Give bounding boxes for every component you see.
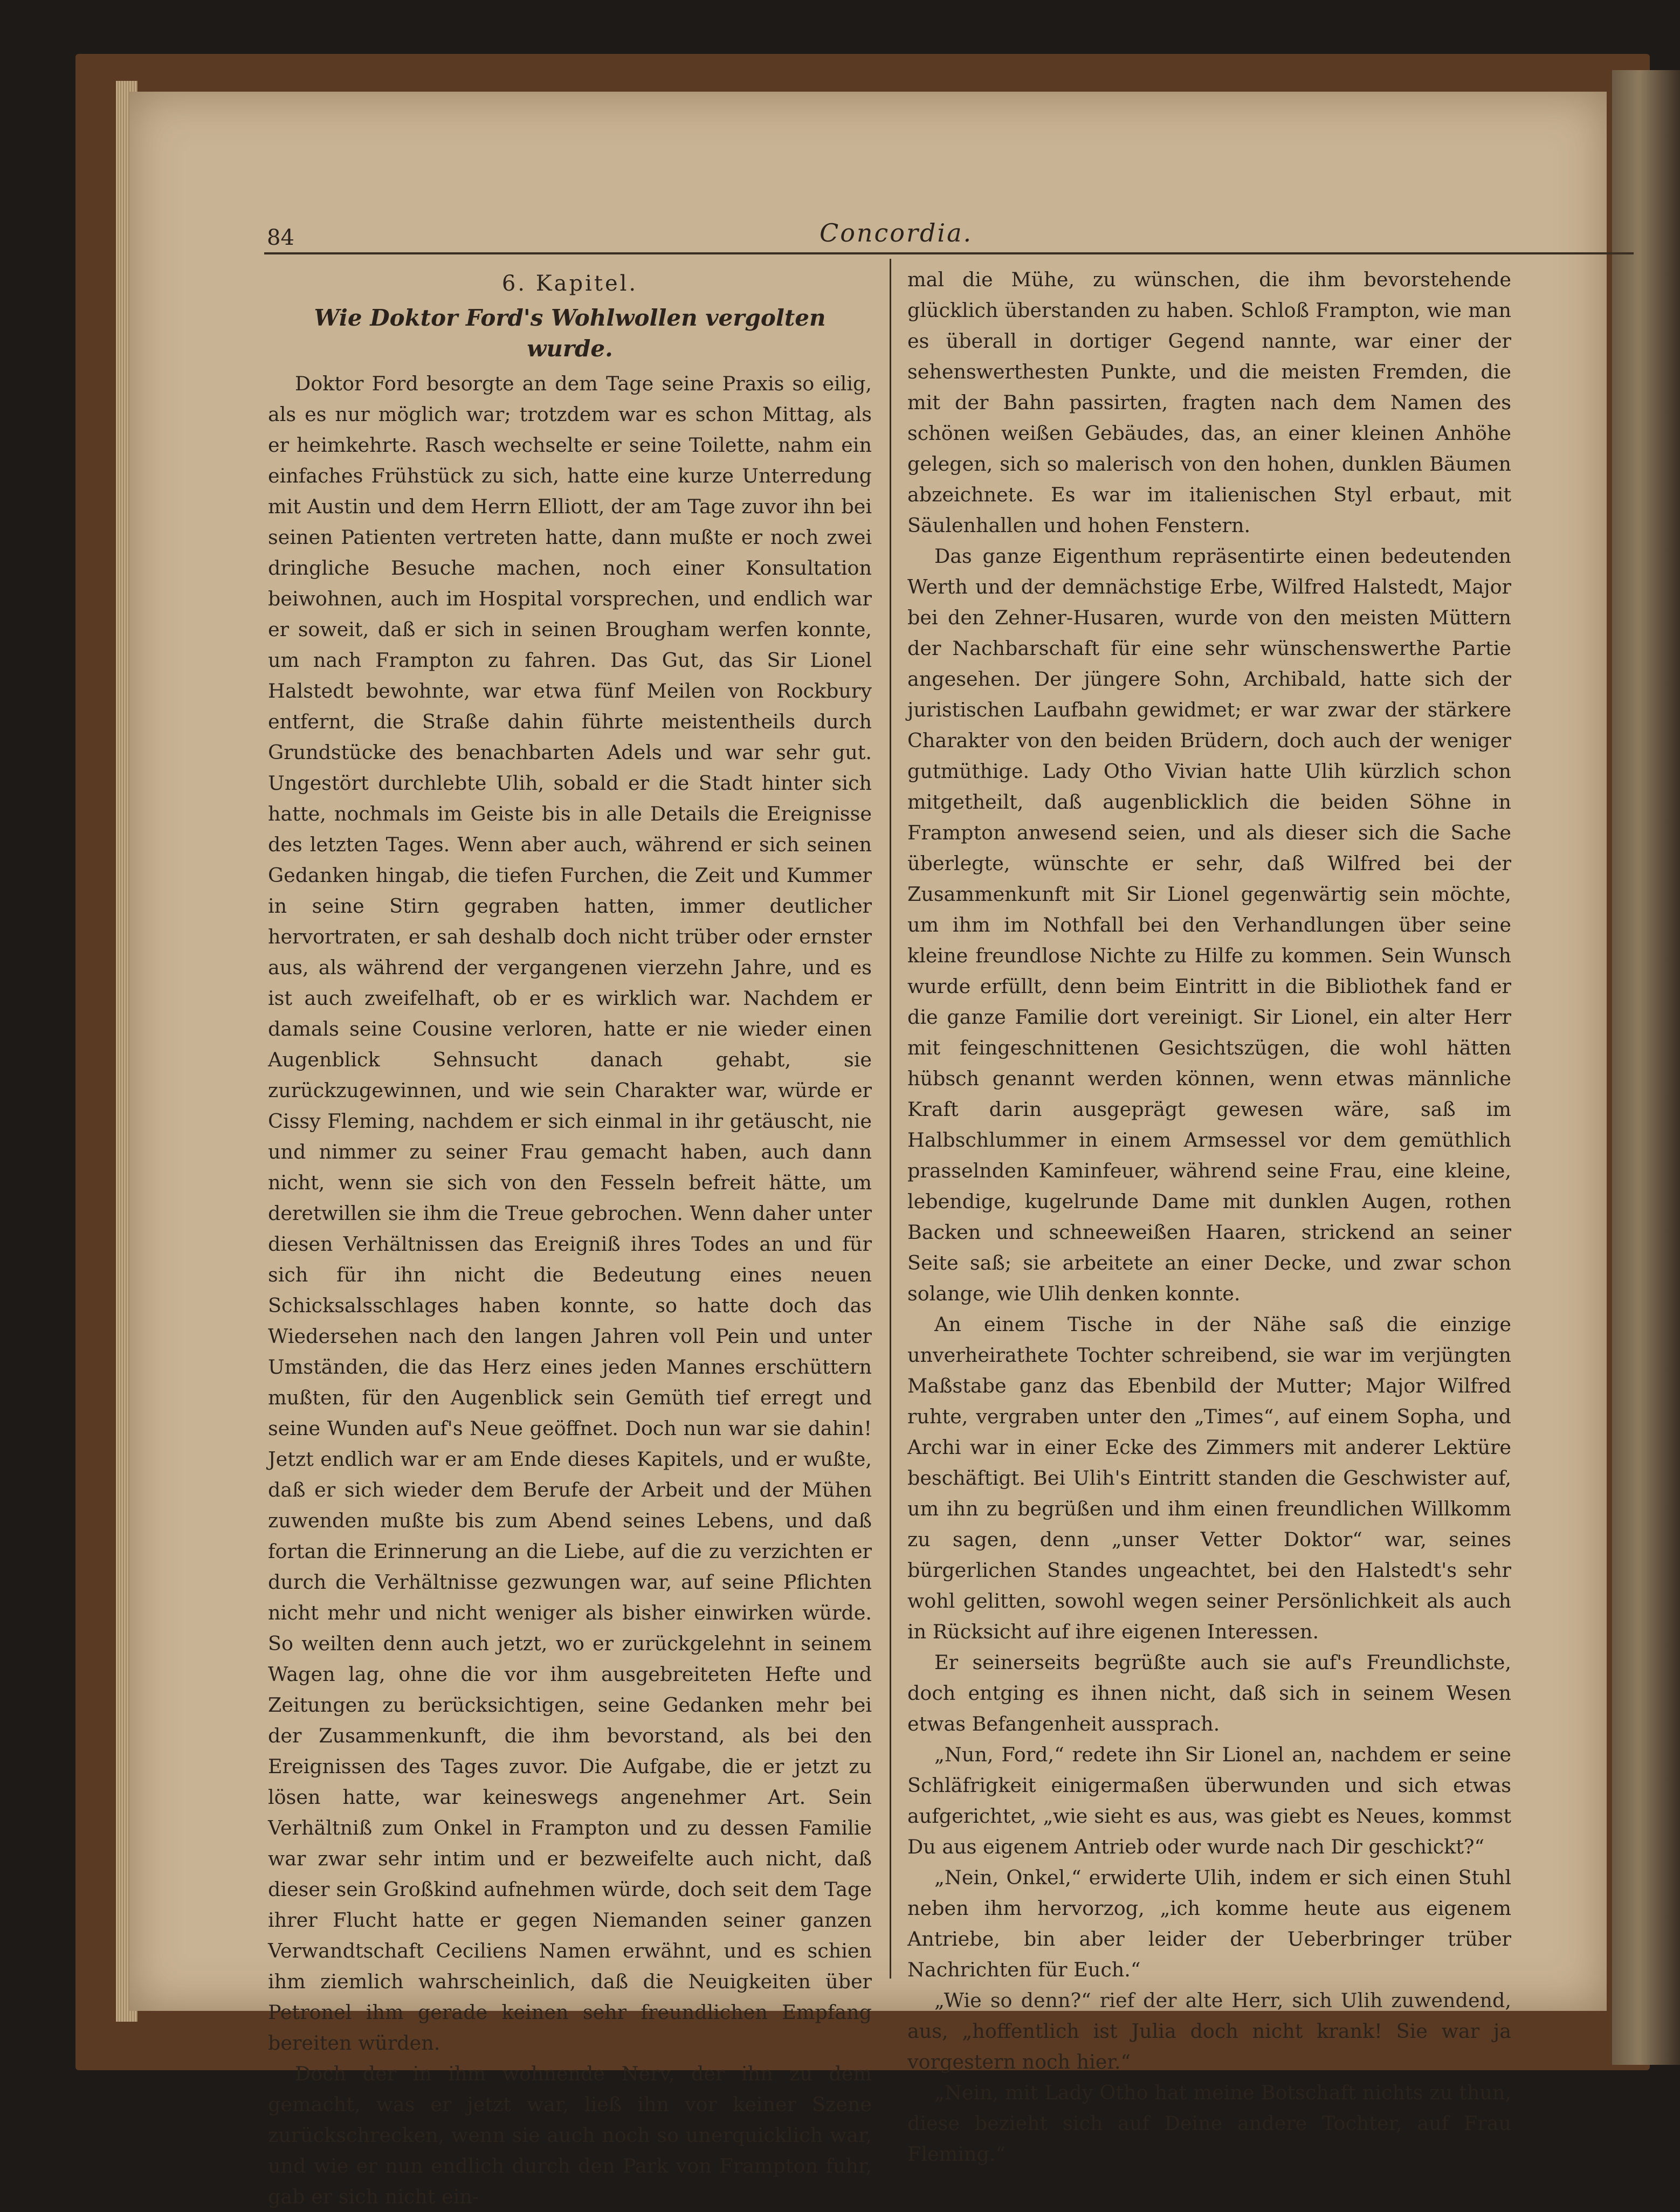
paragraph: Er seinerseits begrüßte auch sie auf's Freundlichste, doch entging es ihnen nicht, daß sich in seinem Wesen etwas Befangenheit aussprach.: [907, 1651, 1511, 1735]
paragraph: Doch der in ihm wohnende Nerv, der ihn zu dem gemacht, was er jetzt war, ließ ihn vor keiner Szene zurückschrecken, wenn sie auch noch so unerquicklich war, und wie er nun endlich durch den Park von Frampton fuhr, gab er sich nicht ein-: [268, 2062, 872, 2208]
paragraph: „Wie so denn?“ rief der alte Herr, sich Ulih zuwendend, aus, „hoffentlich ist Julia doch nicht krank! Sie war ja vorgestern noch hier.“: [907, 1989, 1511, 2073]
paragraph: „Nein, mit Lady Otho hat meine Botschaft nichts zu thun, diese bezieht sich auf Deine andere Tochter, auf Frau Fleming.“: [907, 2081, 1511, 2166]
chapter-title: Wie Doktor Ford's Wohlwollen vergolten wurde.: [314, 305, 826, 362]
chapter-number: 6. Kapitel.: [501, 271, 638, 296]
left-column: [268, 264, 872, 2212]
paragraph: Das ganze Eigenthum repräsentirte einen bedeutenden Werth und der demnächstige Erbe, Wilfred Halstedt, Major bei den Zehner-Husaren, wurde von den meisten Müttern der Nachbarschaft für eine sehr wünschenswerthe Partie angesehen. Der jüngere Sohn, Archibald, hatte sich der juristischen Laufbahn gewidmet; er war zwar der stärkere Charakter von den beiden Brüdern, doch auch der weniger gutmüthige. Lady Otho Vivian hatte Ulih kürzlich schon mitgetheilt, daß augenblicklich die beiden Söhne in Frampton anwesend seien, und als dieser sich die Sache überlegte, wünschte er sehr, daß Wilfred bei der Zusammenkunft mit Sir Lionel gegenwärtig sein möchte, um ihm im Nothfall bei den Verhandlungen über seine kleine freundlose Nichte zu Hilfe zu kommen. Sein Wunsch wurde erfüllt, denn beim Eintritt in die Bibliothek fand er die ganze Familie dort vereinigt. Sir Lionel, ein alter Herr mit feingeschnittenen Gesichtszügen, die wohl hätten hübsch genannt werden können, wenn etwas männliche Kraft darin ausgeprägt gewesen wäre, saß im Halbschlummer in einem Armsessel vor dem gemüthlich prasselnden Kaminfeuer, während seine Frau, eine kleine, lebendige, kugelrunde Dame mit dunklen Augen, rothen Backen und schneeweißen Haaren, strickend an seiner Seite saß; sie arbeitete an einer Decke, und zwar schon solange, wie Ulih denken konnte.: [907, 545, 1511, 1305]
facing-page-edge: [1612, 70, 1680, 2065]
paragraph: „Nun, Ford,“ redete ihn Sir Lionel an, nachdem er seine Schläfrigkeit einigermaßen überwunden und sich etwas aufgerichtet, „wie sieht es aus, was giebt es Neues, kommst Du aus eigenem Antrieb oder wurde nach Dir geschickt?“: [907, 1743, 1511, 1858]
running-title: Concordia.: [820, 218, 973, 247]
header-rule: [264, 252, 1634, 254]
paragraph: Doktor Ford besorgte an dem Tage seine Praxis so eilig, als es nur möglich war; trotzdem war es schon Mittag, als er heimkehrte. Rasch wechselte er seine Toilette, nahm ein einfaches Frühstück zu sich, hatte eine kurze Unterredung mit Austin und dem Herrn Elliott, der am Tage zuvor ihn bei seinen Patienten vertreten hatte, dann mußte er noch zwei dringliche Besuche machen, noch einer Konsultation beiwohnen, auch im Hospital vorsprechen, und endlich war er soweit, daß er sich in seinen Brougham werfen konnte, um nach Frampton zu fahren. Das Gut, das Sir Lionel Halstedt bewohnte, war etwa fünf Meilen von Rockbury entfernt, die Straße dahin führte meistentheils durch Grundstücke des benachbarten Adels und war sehr gut. Ungestört durchlebte Ulih, sobald er die Stadt hinter sich hatte, nochmals im Geiste bis in alle Details die Ereignisse des letzten Tages. Wenn aber auch, während er sich seinen Gedanken hingab, die tiefen Furchen, die Zeit und Kummer in seine Stirn gegraben hatten, immer deutlicher hervortraten, er sah deshalb doch nicht trüber oder ernster aus, als während der vergangenen vierzehn Jahre, und es ist auch zweifelhaft, ob er es wirklich war. Nachdem er damals seine Cousine verloren, hatte er nie wieder einen Augenblick Sehnsucht danach gehabt, sie zurückzugewinnen, und wie sein Charakter war, würde er Cissy Fleming, nachdem er sich einmal in ihr getäuscht, nie und nimmer zu seiner Frau gemacht haben, auch dann nicht, wenn sie sich von den Fesseln befreit hätte, um deretwillen sie ihm die Treue gebrochen. Wenn daher unter diesen Verhältnissen das Ereigniß ihres Todes an und für sich für ihn nicht die Bedeutung eines neuen Schicksalsschlages haben konnte, so hatte doch das Wiedersehen nach den langen Jahren voll Pein und unter Umständen, die das Herz eines jeden Mannes erschüttern mußten, für den Augenblick sein Gemüth tief erregt und seine Wunden auf's Neue geöffnet. Doch nun war sie dahin! Jetzt endlich war er am Ende dieses Kapitels, und er wußte, daß er sich wieder dem Berufe der Arbeit und der Mühen zuwenden mußte bis zum Abend seines Lebens, und daß fortan die Erinnerung an die Liebe, auf die zu verzichten er durch die Verhältnisse gezwungen war, auf seine Pflichten nicht mehr und nicht weniger als bisher einwirken würde. So weilten denn auch jetzt, wo er zurückgelehnt in seinem Wagen lag, ohne die vor ihm ausgebreiteten Hefte und Zeitungen zu berücksichtigen, seine Gedanken mehr bei der Zusammenkunft, die ihm bevorstand, als bei den Ereignissen des Tages zuvor. Die Aufgabe, die er jetzt zu lösen hatte, war keineswegs angenehmer Art. Sein Verhältniß zum Onkel in Frampton und zu dessen Familie war zwar sehr intim und er bezweifelte auch nicht, daß dieser sein Großkind aufnehmen würde, doch seit dem Tage ihrer Flucht hatte er gegen Niemanden seiner ganzen Verwandtschaft Ceciliens Namen erwähnt, und es schien ihm ziemlich wahrscheinlich, daß die Neuigkeiten über Petronel ihm gerade keinen sehr freundlichen Empfang bereiten würden.: [268, 372, 872, 2055]
column-divider: [890, 259, 891, 1979]
paragraph: „Nein, Onkel,“ erwiderte Ulih, indem er sich einen Stuhl neben ihm hervorzog, „ich komme heute aus eigenem Antriebe, bin aber leider der Ueberbringer trüber Nachrichten für Euch.“: [907, 1866, 1511, 1981]
page-number: 84: [267, 225, 294, 250]
paragraph-continuation: mal die Mühe, zu wünschen, die ihm bevorstehende glücklich überstanden zu haben. Schloß Frampton, wie man es überall in dortiger Gegend nannte, war einer der sehenswerthesten Punkte, und die meisten Fremden, die mit der Bahn passirten, fragten nach dem Namen des schönen weißen Gebäudes, das, an einer kleinen Anhöhe gelegen, sich so malerisch von den hohen, dunklen Bäumen abzeichnete. Es war im italienischen Styl erbaut, mit Säulenhallen und hohen Fenstern.: [907, 268, 1511, 537]
paragraph: An einem Tische in der Nähe saß die einzige unverheirathete Tochter schreibend, sie war im verjüngten Maßstabe ganz das Ebenbild der Mutter; Major Wilfred ruhte, vergraben unter den „Times“, auf einem Sopha, und Archi war in einer Ecke des Zimmers mit anderer Lektüre beschäftigt. Bei Ulih's Eintritt standen die Geschwister auf, um ihn zu begrüßen und ihm einen freundlichen Willkomm zu sagen, denn „unser Vetter Doktor“ war, seines bürgerlichen Standes ungeachtet, bei den Halstedt's sehr wohl gelitten, sowohl wegen seiner Persönlichkeit als auch in Rücksicht auf ihre eigenen Interessen.: [907, 1313, 1511, 1643]
right-column: [907, 264, 1511, 2169]
